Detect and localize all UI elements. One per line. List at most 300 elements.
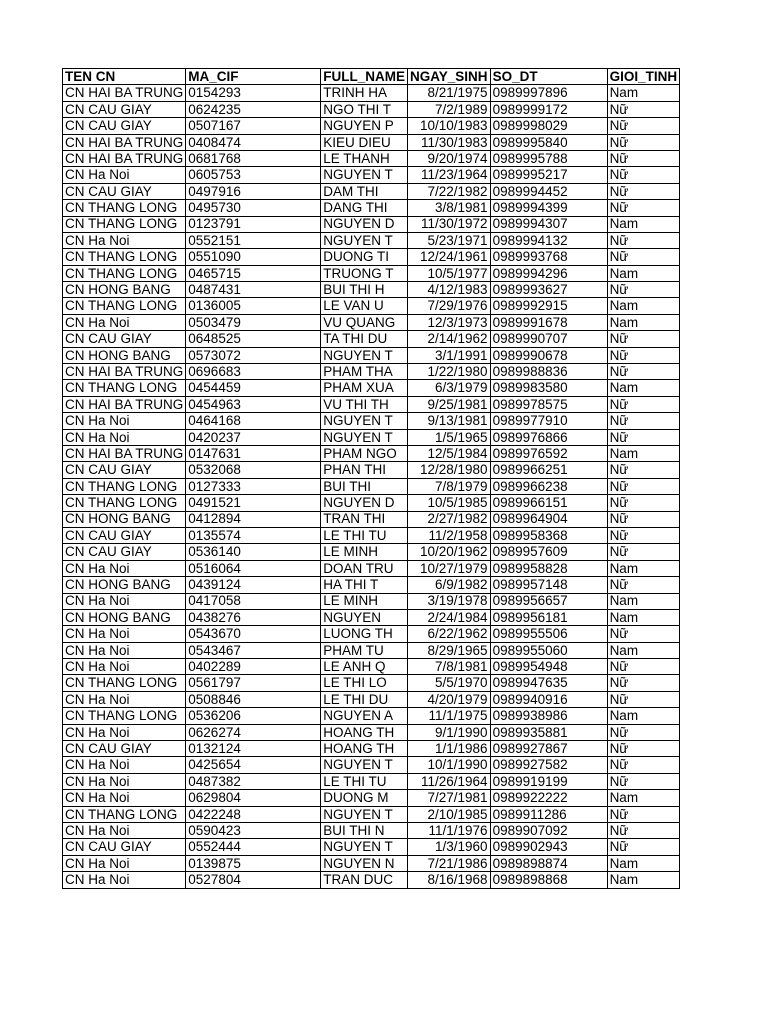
- cell-gioi-tinh[interactable]: Nữ: [607, 413, 680, 429]
- cell-so-dt[interactable]: 0989907092: [490, 822, 607, 838]
- cell-ten-cn[interactable]: CN HONG BANG: [63, 511, 186, 527]
- cell-ten-cn[interactable]: CN HONG BANG: [63, 609, 186, 625]
- cell-gioi-tinh[interactable]: Nữ: [607, 118, 680, 134]
- cell-so-dt[interactable]: 0989999172: [490, 101, 607, 117]
- cell-ngay-sinh[interactable]: 9/1/1990: [408, 724, 491, 740]
- cell-gioi-tinh[interactable]: Nữ: [607, 511, 680, 527]
- cell-ma-cif[interactable]: 0132124: [186, 741, 321, 757]
- cell-ma-cif[interactable]: 0136005: [186, 298, 321, 314]
- cell-gioi-tinh[interactable]: Nữ: [607, 691, 680, 707]
- cell-ten-cn[interactable]: CN Ha Noi: [63, 413, 186, 429]
- cell-ten-cn[interactable]: CN CAU GIAY: [63, 183, 186, 199]
- cell-ten-cn[interactable]: CN HONG BANG: [63, 577, 186, 593]
- cell-gioi-tinh[interactable]: Nữ: [607, 544, 680, 560]
- cell-ngay-sinh[interactable]: 2/27/1982: [408, 511, 491, 527]
- cell-ma-cif[interactable]: 0536206: [186, 708, 321, 724]
- cell-so-dt[interactable]: 0989994452: [490, 183, 607, 199]
- cell-gioi-tinh[interactable]: Nam: [607, 560, 680, 576]
- cell-ten-cn[interactable]: CN Ha Noi: [63, 691, 186, 707]
- cell-ten-cn[interactable]: CN CAU GIAY: [63, 462, 186, 478]
- cell-gioi-tinh[interactable]: Nữ: [607, 331, 680, 347]
- cell-so-dt[interactable]: 0989957148: [490, 577, 607, 593]
- cell-ten-cn[interactable]: CN THANG LONG: [63, 249, 186, 265]
- cell-so-dt[interactable]: 0989994132: [490, 232, 607, 248]
- cell-ten-cn[interactable]: CN CAU GIAY: [63, 101, 186, 117]
- cell-ma-cif[interactable]: 0495730: [186, 200, 321, 216]
- cell-so-dt[interactable]: 0989992915: [490, 298, 607, 314]
- cell-ma-cif[interactable]: 0507167: [186, 118, 321, 134]
- cell-full-name[interactable]: TRAN DUC: [321, 872, 408, 888]
- cell-ma-cif[interactable]: 0624235: [186, 101, 321, 117]
- cell-so-dt[interactable]: 0989922222: [490, 790, 607, 806]
- cell-ngay-sinh[interactable]: 4/20/1979: [408, 691, 491, 707]
- cell-ten-cn[interactable]: CN HAI BA TRUNG: [63, 85, 186, 101]
- cell-ngay-sinh[interactable]: 7/29/1976: [408, 298, 491, 314]
- cell-ngay-sinh[interactable]: 7/8/1979: [408, 478, 491, 494]
- cell-ten-cn[interactable]: CN THANG LONG: [63, 265, 186, 281]
- cell-gioi-tinh[interactable]: Nữ: [607, 527, 680, 543]
- cell-full-name[interactable]: LE THI TU: [321, 527, 408, 543]
- cell-ma-cif[interactable]: 0425654: [186, 757, 321, 773]
- cell-full-name[interactable]: NGUYEN A: [321, 708, 408, 724]
- cell-full-name[interactable]: PHAM XUA: [321, 380, 408, 396]
- cell-so-dt[interactable]: 0989935881: [490, 724, 607, 740]
- cell-full-name[interactable]: TRINH HA: [321, 85, 408, 101]
- cell-so-dt[interactable]: 0989995217: [490, 167, 607, 183]
- cell-so-dt[interactable]: 0989966251: [490, 462, 607, 478]
- cell-full-name[interactable]: LE THI TU: [321, 773, 408, 789]
- cell-gioi-tinh[interactable]: Nữ: [607, 249, 680, 265]
- cell-so-dt[interactable]: 0989994296: [490, 265, 607, 281]
- cell-ten-cn[interactable]: CN THANG LONG: [63, 200, 186, 216]
- cell-so-dt[interactable]: 0989898874: [490, 855, 607, 871]
- cell-so-dt[interactable]: 0989966151: [490, 495, 607, 511]
- cell-ma-cif[interactable]: 0681768: [186, 150, 321, 166]
- cell-gioi-tinh[interactable]: Nam: [607, 314, 680, 330]
- cell-ten-cn[interactable]: CN HAI BA TRUNG: [63, 364, 186, 380]
- cell-full-name[interactable]: DUONG M: [321, 790, 408, 806]
- cell-full-name[interactable]: TRAN THI: [321, 511, 408, 527]
- cell-ma-cif[interactable]: 0543670: [186, 626, 321, 642]
- cell-ten-cn[interactable]: CN THANG LONG: [63, 216, 186, 232]
- cell-full-name[interactable]: LE THANH: [321, 150, 408, 166]
- cell-so-dt[interactable]: 0989998029: [490, 118, 607, 134]
- cell-ten-cn[interactable]: CN Ha Noi: [63, 757, 186, 773]
- cell-gioi-tinh[interactable]: Nam: [607, 872, 680, 888]
- cell-ten-cn[interactable]: CN CAU GIAY: [63, 118, 186, 134]
- cell-full-name[interactable]: DANG THI: [321, 200, 408, 216]
- cell-ma-cif[interactable]: 0516064: [186, 560, 321, 576]
- cell-ma-cif[interactable]: 0412894: [186, 511, 321, 527]
- cell-ngay-sinh[interactable]: 4/12/1983: [408, 282, 491, 298]
- cell-ngay-sinh[interactable]: 7/2/1989: [408, 101, 491, 117]
- cell-ma-cif[interactable]: 0438276: [186, 609, 321, 625]
- cell-ten-cn[interactable]: CN CAU GIAY: [63, 741, 186, 757]
- cell-ma-cif[interactable]: 0135574: [186, 527, 321, 543]
- cell-ma-cif[interactable]: 0147631: [186, 445, 321, 461]
- cell-ten-cn[interactable]: CN Ha Noi: [63, 659, 186, 675]
- cell-ngay-sinh[interactable]: 7/8/1981: [408, 659, 491, 675]
- cell-so-dt[interactable]: 0989978575: [490, 396, 607, 412]
- cell-gioi-tinh[interactable]: Nam: [607, 380, 680, 396]
- cell-ma-cif[interactable]: 0420237: [186, 429, 321, 445]
- cell-full-name[interactable]: LE MINH: [321, 544, 408, 560]
- cell-full-name[interactable]: NGUYEN: [321, 609, 408, 625]
- cell-ten-cn[interactable]: CN Ha Noi: [63, 872, 186, 888]
- cell-ngay-sinh[interactable]: 5/5/1970: [408, 675, 491, 691]
- cell-full-name[interactable]: NGUYEN T: [321, 347, 408, 363]
- cell-full-name[interactable]: KIEU DIEU: [321, 134, 408, 150]
- cell-so-dt[interactable]: 0989995788: [490, 150, 607, 166]
- cell-full-name[interactable]: HA THI T: [321, 577, 408, 593]
- cell-full-name[interactable]: PHAM NGO: [321, 445, 408, 461]
- cell-gioi-tinh[interactable]: Nữ: [607, 806, 680, 822]
- cell-full-name[interactable]: NGUYEN T: [321, 429, 408, 445]
- cell-ngay-sinh[interactable]: 7/21/1986: [408, 855, 491, 871]
- cell-gioi-tinh[interactable]: Nam: [607, 216, 680, 232]
- cell-ma-cif[interactable]: 0536140: [186, 544, 321, 560]
- cell-ngay-sinh[interactable]: 8/29/1965: [408, 642, 491, 658]
- cell-gioi-tinh[interactable]: Nam: [607, 445, 680, 461]
- cell-ten-cn[interactable]: CN THANG LONG: [63, 380, 186, 396]
- cell-gioi-tinh[interactable]: Nam: [607, 265, 680, 281]
- cell-ma-cif[interactable]: 0590423: [186, 822, 321, 838]
- cell-ngay-sinh[interactable]: 1/1/1986: [408, 741, 491, 757]
- cell-full-name[interactable]: NGUYEN N: [321, 855, 408, 871]
- cell-ngay-sinh[interactable]: 10/1/1990: [408, 757, 491, 773]
- cell-ten-cn[interactable]: CN THANG LONG: [63, 806, 186, 822]
- cell-full-name[interactable]: LE ANH Q: [321, 659, 408, 675]
- cell-gioi-tinh[interactable]: Nam: [607, 855, 680, 871]
- cell-ma-cif[interactable]: 0127333: [186, 478, 321, 494]
- cell-ma-cif[interactable]: 0561797: [186, 675, 321, 691]
- cell-ngay-sinh[interactable]: 1/3/1960: [408, 839, 491, 855]
- cell-ma-cif[interactable]: 0527804: [186, 872, 321, 888]
- cell-ten-cn[interactable]: CN Ha Noi: [63, 790, 186, 806]
- cell-full-name[interactable]: BUI THI: [321, 478, 408, 494]
- cell-gioi-tinh[interactable]: Nữ: [607, 462, 680, 478]
- cell-so-dt[interactable]: 0989898868: [490, 872, 607, 888]
- cell-so-dt[interactable]: 0989954948: [490, 659, 607, 675]
- cell-ngay-sinh[interactable]: 11/23/1964: [408, 167, 491, 183]
- cell-ma-cif[interactable]: 0465715: [186, 265, 321, 281]
- cell-ma-cif[interactable]: 0408474: [186, 134, 321, 150]
- cell-ma-cif[interactable]: 0648525: [186, 331, 321, 347]
- cell-so-dt[interactable]: 0989997896: [490, 85, 607, 101]
- cell-ngay-sinh[interactable]: 12/3/1973: [408, 314, 491, 330]
- cell-gioi-tinh[interactable]: Nữ: [607, 577, 680, 593]
- cell-gioi-tinh[interactable]: Nữ: [607, 757, 680, 773]
- cell-so-dt[interactable]: 0989966238: [490, 478, 607, 494]
- cell-so-dt[interactable]: 0989955060: [490, 642, 607, 658]
- cell-full-name[interactable]: NGUYEN T: [321, 839, 408, 855]
- cell-gioi-tinh[interactable]: Nam: [607, 85, 680, 101]
- cell-full-name[interactable]: HOANG TH: [321, 741, 408, 757]
- cell-gioi-tinh[interactable]: Nữ: [607, 364, 680, 380]
- cell-full-name[interactable]: NGUYEN P: [321, 118, 408, 134]
- cell-ten-cn[interactable]: CN CAU GIAY: [63, 527, 186, 543]
- cell-so-dt[interactable]: 0989957609: [490, 544, 607, 560]
- header-ma-cif[interactable]: MA_CIF: [186, 69, 321, 85]
- cell-ten-cn[interactable]: CN THANG LONG: [63, 495, 186, 511]
- header-so-dt[interactable]: SO_DT: [490, 69, 607, 85]
- cell-ma-cif[interactable]: 0497916: [186, 183, 321, 199]
- cell-ten-cn[interactable]: CN Ha Noi: [63, 167, 186, 183]
- cell-ngay-sinh[interactable]: 8/16/1968: [408, 872, 491, 888]
- cell-ngay-sinh[interactable]: 2/24/1984: [408, 609, 491, 625]
- cell-so-dt[interactable]: 0989911286: [490, 806, 607, 822]
- cell-full-name[interactable]: LUONG TH: [321, 626, 408, 642]
- cell-ma-cif[interactable]: 0487431: [186, 282, 321, 298]
- cell-gioi-tinh[interactable]: Nữ: [607, 232, 680, 248]
- cell-so-dt[interactable]: 0989995840: [490, 134, 607, 150]
- cell-so-dt[interactable]: 0989938986: [490, 708, 607, 724]
- cell-ma-cif[interactable]: 0464168: [186, 413, 321, 429]
- cell-ten-cn[interactable]: CN Ha Noi: [63, 232, 186, 248]
- cell-ngay-sinh[interactable]: 7/27/1981: [408, 790, 491, 806]
- cell-ma-cif[interactable]: 0696683: [186, 364, 321, 380]
- cell-gioi-tinh[interactable]: Nữ: [607, 101, 680, 117]
- cell-ngay-sinh[interactable]: 10/5/1985: [408, 495, 491, 511]
- cell-gioi-tinh[interactable]: Nam: [607, 609, 680, 625]
- cell-full-name[interactable]: BUI THI H: [321, 282, 408, 298]
- cell-ngay-sinh[interactable]: 1/22/1980: [408, 364, 491, 380]
- cell-ma-cif[interactable]: 0139875: [186, 855, 321, 871]
- cell-gioi-tinh[interactable]: Nữ: [607, 347, 680, 363]
- cell-full-name[interactable]: NGUYEN T: [321, 757, 408, 773]
- cell-ngay-sinh[interactable]: 9/13/1981: [408, 413, 491, 429]
- cell-ngay-sinh[interactable]: 6/22/1962: [408, 626, 491, 642]
- cell-full-name[interactable]: PHAM THA: [321, 364, 408, 380]
- cell-so-dt[interactable]: 0989993768: [490, 249, 607, 265]
- cell-gioi-tinh[interactable]: Nam: [607, 642, 680, 658]
- cell-full-name[interactable]: PHAM TU: [321, 642, 408, 658]
- cell-so-dt[interactable]: 0989988836: [490, 364, 607, 380]
- cell-ten-cn[interactable]: CN THANG LONG: [63, 298, 186, 314]
- cell-full-name[interactable]: LE THI LO: [321, 675, 408, 691]
- cell-full-name[interactable]: LE VAN U: [321, 298, 408, 314]
- cell-full-name[interactable]: LE MINH: [321, 593, 408, 609]
- cell-full-name[interactable]: TRUONG T: [321, 265, 408, 281]
- cell-ngay-sinh[interactable]: 1/5/1965: [408, 429, 491, 445]
- cell-ten-cn[interactable]: CN HAI BA TRUNG: [63, 150, 186, 166]
- cell-full-name[interactable]: DAM THI: [321, 183, 408, 199]
- cell-ten-cn[interactable]: CN Ha Noi: [63, 314, 186, 330]
- cell-full-name[interactable]: NGUYEN D: [321, 216, 408, 232]
- cell-ma-cif[interactable]: 0552151: [186, 232, 321, 248]
- cell-ma-cif[interactable]: 0439124: [186, 577, 321, 593]
- cell-ma-cif[interactable]: 0154293: [186, 85, 321, 101]
- cell-ngay-sinh[interactable]: 12/28/1980: [408, 462, 491, 478]
- cell-gioi-tinh[interactable]: Nữ: [607, 659, 680, 675]
- cell-gioi-tinh[interactable]: Nữ: [607, 741, 680, 757]
- cell-so-dt[interactable]: 0989994307: [490, 216, 607, 232]
- cell-ten-cn[interactable]: CN HONG BANG: [63, 347, 186, 363]
- cell-ma-cif[interactable]: 0629804: [186, 790, 321, 806]
- cell-gioi-tinh[interactable]: Nữ: [607, 724, 680, 740]
- cell-full-name[interactable]: BUI THI N: [321, 822, 408, 838]
- cell-ten-cn[interactable]: CN Ha Noi: [63, 593, 186, 609]
- cell-gioi-tinh[interactable]: Nữ: [607, 822, 680, 838]
- cell-ma-cif[interactable]: 0573072: [186, 347, 321, 363]
- cell-ngay-sinh[interactable]: 12/5/1984: [408, 445, 491, 461]
- cell-ten-cn[interactable]: CN Ha Noi: [63, 773, 186, 789]
- cell-so-dt[interactable]: 0989994399: [490, 200, 607, 216]
- cell-so-dt[interactable]: 0989919199: [490, 773, 607, 789]
- cell-so-dt[interactable]: 0989956657: [490, 593, 607, 609]
- cell-ngay-sinh[interactable]: 5/23/1971: [408, 232, 491, 248]
- cell-ten-cn[interactable]: CN HAI BA TRUNG: [63, 396, 186, 412]
- cell-full-name[interactable]: NGUYEN T: [321, 413, 408, 429]
- cell-ngay-sinh[interactable]: 10/27/1979: [408, 560, 491, 576]
- cell-ma-cif[interactable]: 0552444: [186, 839, 321, 855]
- cell-ten-cn[interactable]: CN THANG LONG: [63, 478, 186, 494]
- cell-ten-cn[interactable]: CN THANG LONG: [63, 675, 186, 691]
- header-full-name[interactable]: FULL_NAME: [321, 69, 408, 85]
- cell-ngay-sinh[interactable]: 10/5/1977: [408, 265, 491, 281]
- cell-ngay-sinh[interactable]: 11/1/1976: [408, 822, 491, 838]
- cell-ten-cn[interactable]: CN Ha Noi: [63, 642, 186, 658]
- cell-gioi-tinh[interactable]: Nữ: [607, 396, 680, 412]
- header-ngay-sinh[interactable]: NGAY_SINH: [408, 69, 491, 85]
- header-ten-cn[interactable]: TEN CN: [63, 69, 186, 85]
- cell-ma-cif[interactable]: 0551090: [186, 249, 321, 265]
- cell-full-name[interactable]: PHAN THI: [321, 462, 408, 478]
- cell-ngay-sinh[interactable]: 11/1/1975: [408, 708, 491, 724]
- cell-full-name[interactable]: DOAN TRU: [321, 560, 408, 576]
- cell-gioi-tinh[interactable]: Nữ: [607, 839, 680, 855]
- cell-so-dt[interactable]: 0989902943: [490, 839, 607, 855]
- cell-ten-cn[interactable]: CN HAI BA TRUNG: [63, 445, 186, 461]
- cell-ten-cn[interactable]: CN Ha Noi: [63, 855, 186, 871]
- cell-so-dt[interactable]: 0989940916: [490, 691, 607, 707]
- cell-full-name[interactable]: NGUYEN T: [321, 232, 408, 248]
- cell-ngay-sinh[interactable]: 2/14/1962: [408, 331, 491, 347]
- cell-ma-cif[interactable]: 0532068: [186, 462, 321, 478]
- cell-gioi-tinh[interactable]: Nữ: [607, 626, 680, 642]
- cell-full-name[interactable]: LE THI DU: [321, 691, 408, 707]
- cell-gioi-tinh[interactable]: Nam: [607, 593, 680, 609]
- cell-gioi-tinh[interactable]: Nữ: [607, 183, 680, 199]
- cell-ma-cif[interactable]: 0487382: [186, 773, 321, 789]
- cell-ten-cn[interactable]: CN Ha Noi: [63, 724, 186, 740]
- cell-ngay-sinh[interactable]: 11/26/1964: [408, 773, 491, 789]
- cell-so-dt[interactable]: 0989993627: [490, 282, 607, 298]
- cell-ngay-sinh[interactable]: 9/20/1974: [408, 150, 491, 166]
- cell-ma-cif[interactable]: 0417058: [186, 593, 321, 609]
- cell-ngay-sinh[interactable]: 6/9/1982: [408, 577, 491, 593]
- cell-ngay-sinh[interactable]: 3/1/1991: [408, 347, 491, 363]
- cell-ma-cif[interactable]: 0605753: [186, 167, 321, 183]
- cell-so-dt[interactable]: 0989955506: [490, 626, 607, 642]
- cell-ma-cif[interactable]: 0402289: [186, 659, 321, 675]
- cell-ten-cn[interactable]: CN THANG LONG: [63, 708, 186, 724]
- cell-so-dt[interactable]: 0989956181: [490, 609, 607, 625]
- cell-ten-cn[interactable]: CN CAU GIAY: [63, 331, 186, 347]
- cell-ngay-sinh[interactable]: 11/30/1972: [408, 216, 491, 232]
- cell-so-dt[interactable]: 0989958828: [490, 560, 607, 576]
- cell-ma-cif[interactable]: 0508846: [186, 691, 321, 707]
- cell-gioi-tinh[interactable]: Nữ: [607, 773, 680, 789]
- cell-so-dt[interactable]: 0989927582: [490, 757, 607, 773]
- cell-ngay-sinh[interactable]: 11/2/1958: [408, 527, 491, 543]
- cell-full-name[interactable]: VU THI TH: [321, 396, 408, 412]
- cell-ten-cn[interactable]: CN Ha Noi: [63, 429, 186, 445]
- cell-ngay-sinh[interactable]: 8/21/1975: [408, 85, 491, 101]
- cell-ten-cn[interactable]: CN CAU GIAY: [63, 544, 186, 560]
- cell-ngay-sinh[interactable]: 3/8/1981: [408, 200, 491, 216]
- cell-full-name[interactable]: NGUYEN T: [321, 806, 408, 822]
- cell-so-dt[interactable]: 0989947635: [490, 675, 607, 691]
- cell-ten-cn[interactable]: CN Ha Noi: [63, 822, 186, 838]
- cell-ma-cif[interactable]: 0123791: [186, 216, 321, 232]
- cell-so-dt[interactable]: 0989976866: [490, 429, 607, 445]
- cell-full-name[interactable]: TA THI DU: [321, 331, 408, 347]
- cell-gioi-tinh[interactable]: Nữ: [607, 495, 680, 511]
- cell-full-name[interactable]: NGUYEN T: [321, 167, 408, 183]
- cell-gioi-tinh[interactable]: Nam: [607, 708, 680, 724]
- cell-ten-cn[interactable]: CN CAU GIAY: [63, 839, 186, 855]
- cell-full-name[interactable]: DUONG TI: [321, 249, 408, 265]
- cell-ma-cif[interactable]: 0503479: [186, 314, 321, 330]
- cell-so-dt[interactable]: 0989990678: [490, 347, 607, 363]
- cell-ten-cn[interactable]: CN HONG BANG: [63, 282, 186, 298]
- cell-ngay-sinh[interactable]: 10/10/1983: [408, 118, 491, 134]
- cell-gioi-tinh[interactable]: Nữ: [607, 200, 680, 216]
- cell-so-dt[interactable]: 0989958368: [490, 527, 607, 543]
- cell-ma-cif[interactable]: 0491521: [186, 495, 321, 511]
- cell-ten-cn[interactable]: CN Ha Noi: [63, 560, 186, 576]
- cell-ma-cif[interactable]: 0543467: [186, 642, 321, 658]
- cell-ten-cn[interactable]: CN Ha Noi: [63, 626, 186, 642]
- cell-ngay-sinh[interactable]: 7/22/1982: [408, 183, 491, 199]
- cell-gioi-tinh[interactable]: Nữ: [607, 282, 680, 298]
- cell-gioi-tinh[interactable]: Nữ: [607, 675, 680, 691]
- cell-so-dt[interactable]: 0989991678: [490, 314, 607, 330]
- cell-ngay-sinh[interactable]: 6/3/1979: [408, 380, 491, 396]
- cell-so-dt[interactable]: 0989983580: [490, 380, 607, 396]
- cell-ten-cn[interactable]: CN HAI BA TRUNG: [63, 134, 186, 150]
- cell-full-name[interactable]: NGO THI T: [321, 101, 408, 117]
- cell-ma-cif[interactable]: 0422248: [186, 806, 321, 822]
- cell-gioi-tinh[interactable]: Nữ: [607, 478, 680, 494]
- cell-ngay-sinh[interactable]: 3/19/1978: [408, 593, 491, 609]
- cell-gioi-tinh[interactable]: Nam: [607, 298, 680, 314]
- cell-ngay-sinh[interactable]: 2/10/1985: [408, 806, 491, 822]
- cell-ngay-sinh[interactable]: 11/30/1983: [408, 134, 491, 150]
- cell-ngay-sinh[interactable]: 10/20/1962: [408, 544, 491, 560]
- cell-ma-cif[interactable]: 0454963: [186, 396, 321, 412]
- header-gioi-tinh[interactable]: GIOI_TINH: [607, 69, 680, 85]
- cell-ma-cif[interactable]: 0454459: [186, 380, 321, 396]
- cell-full-name[interactable]: NGUYEN D: [321, 495, 408, 511]
- cell-ngay-sinh[interactable]: 9/25/1981: [408, 396, 491, 412]
- cell-gioi-tinh[interactable]: Nữ: [607, 150, 680, 166]
- cell-gioi-tinh[interactable]: Nữ: [607, 167, 680, 183]
- cell-so-dt[interactable]: 0989927867: [490, 741, 607, 757]
- cell-so-dt[interactable]: 0989977910: [490, 413, 607, 429]
- cell-gioi-tinh[interactable]: Nữ: [607, 134, 680, 150]
- cell-so-dt[interactable]: 0989964904: [490, 511, 607, 527]
- cell-ngay-sinh[interactable]: 12/24/1961: [408, 249, 491, 265]
- cell-so-dt[interactable]: 0989990707: [490, 331, 607, 347]
- cell-full-name[interactable]: HOANG TH: [321, 724, 408, 740]
- cell-full-name[interactable]: VU QUANG: [321, 314, 408, 330]
- cell-gioi-tinh[interactable]: Nam: [607, 790, 680, 806]
- cell-gioi-tinh[interactable]: Nữ: [607, 429, 680, 445]
- cell-so-dt[interactable]: 0989976592: [490, 445, 607, 461]
- cell-ma-cif[interactable]: 0626274: [186, 724, 321, 740]
